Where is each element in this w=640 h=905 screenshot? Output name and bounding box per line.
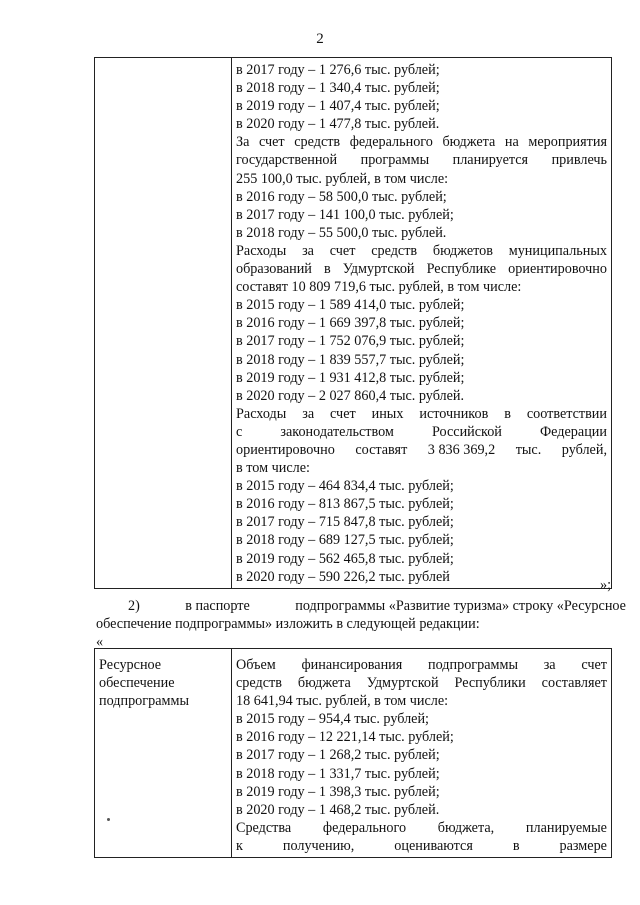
text-line: в том числе: (236, 460, 310, 477)
text-line: составят 10 809 719,6 тыс. рублей, в том числе: (236, 279, 522, 296)
text-line: в 2017 году – 715 847,8 тыс. рублей; (236, 514, 454, 531)
justified-line: Объем финансирования подпрограммы за счет (236, 657, 607, 673)
text-line: в 2016 году – 58 500,0 тыс. рублей; (236, 188, 447, 205)
text-line: в 2015 году – 954,4 тыс. рублей; (236, 711, 429, 728)
text-line: в 2019 году – 562 465,8 тыс. рублей; (236, 550, 454, 567)
closing-quote: »; (600, 577, 612, 593)
text-line: в 2018 году – 1 331,7 тыс. рублей; (236, 765, 440, 782)
paragraph-line: обеспечение подпрограммы» изложить в следующей редакции: (96, 616, 480, 632)
resource-table (94, 648, 612, 858)
opening-quote: « (96, 634, 104, 650)
justified-line: с законодательством Российской Федерации (236, 423, 607, 440)
label-line: обеспечение (99, 675, 175, 692)
resource-table-continued (94, 57, 612, 589)
text-line: 18 641,94 тыс. рублей, в том числе: (236, 693, 449, 710)
scan-speck (107, 818, 110, 821)
text-line: в 2017 году – 1 752 076,9 тыс. рублей; (236, 333, 465, 350)
resource-value-cell (232, 649, 612, 858)
justified-line: средств бюджета Удмуртской Республики составляет (236, 675, 607, 692)
text-line: в 2019 году – 1 931 412,8 тыс. рублей; (236, 369, 465, 386)
resource-value-cell (232, 58, 612, 589)
paragraph-line: 2) в паспорте подпрограммы «Развитие туризма» строку «Ресурсное (128, 598, 626, 614)
text-line: в 2016 году – 12 221,14 тыс. рублей; (236, 729, 454, 746)
text-line: в 2017 году – 1 276,6 тыс. рублей; (236, 62, 440, 78)
text-line: в 2017 году – 1 268,2 тыс. рублей; (236, 747, 440, 764)
text-line: в 2019 году – 1 407,4 тыс. рублей; (236, 98, 440, 115)
text-line: в 2015 году – 1 589 414,0 тыс. рублей; (236, 297, 465, 314)
text-line: в 2018 году – 1 839 557,7 тыс. рублей; (236, 351, 465, 368)
page-number: 2 (316, 31, 324, 47)
justified-line: к получению, оцениваются в размере (236, 837, 607, 854)
text-line: в 2018 году – 1 340,4 тыс. рублей; (236, 80, 440, 97)
empty-label-cell (95, 58, 232, 589)
text-line: в 2018 году – 55 500,0 тыс. рублей. (236, 224, 447, 241)
text-line: в 2015 году – 464 834,4 тыс. рублей; (236, 478, 454, 495)
text-line: в 2020 году – 1 468,2 тыс. рублей. (236, 801, 440, 818)
text-line: 255 100,0 тыс. рублей, в том числе: (236, 170, 449, 187)
text-line: в 2020 году – 2 027 860,4 тыс. рублей. (236, 387, 465, 404)
text-line: в 2020 году – 590 226,2 тыс. рублей (236, 568, 450, 585)
text-line: в 2018 году – 689 127,5 тыс. рублей; (236, 532, 454, 549)
label-line: подпрограммы (99, 693, 189, 710)
label-line: Ресурсное (99, 657, 162, 673)
text-line: в 2016 году – 813 867,5 тыс. рублей; (236, 496, 454, 513)
text-line: в 2017 году – 141 100,0 тыс. рублей; (236, 206, 454, 223)
text-line: в 2020 году – 1 477,8 тыс. рублей. (236, 116, 440, 133)
justified-line: ориентировочно составят 3 836 369,2 тыс. рублей, (236, 441, 607, 458)
justified-line: За счет средств федерального бюджета на мероприятия (236, 134, 607, 151)
text-line: в 2019 году – 1 398,3 тыс. рублей; (236, 783, 440, 800)
justified-line: Расходы за счет средств бюджетов муниципальных (236, 242, 607, 259)
text-line: в 2016 году – 1 669 397,8 тыс. рублей; (236, 315, 465, 332)
justified-line: Средства федерального бюджета, планируемые (236, 819, 607, 836)
label-cell (95, 649, 232, 858)
justified-line: государственной программы планируется привлечь (236, 152, 607, 169)
justified-line: Расходы за счет иных источников в соответствии (236, 405, 607, 422)
justified-line: образований в Удмуртской Республике ориентировочно (236, 261, 607, 278)
